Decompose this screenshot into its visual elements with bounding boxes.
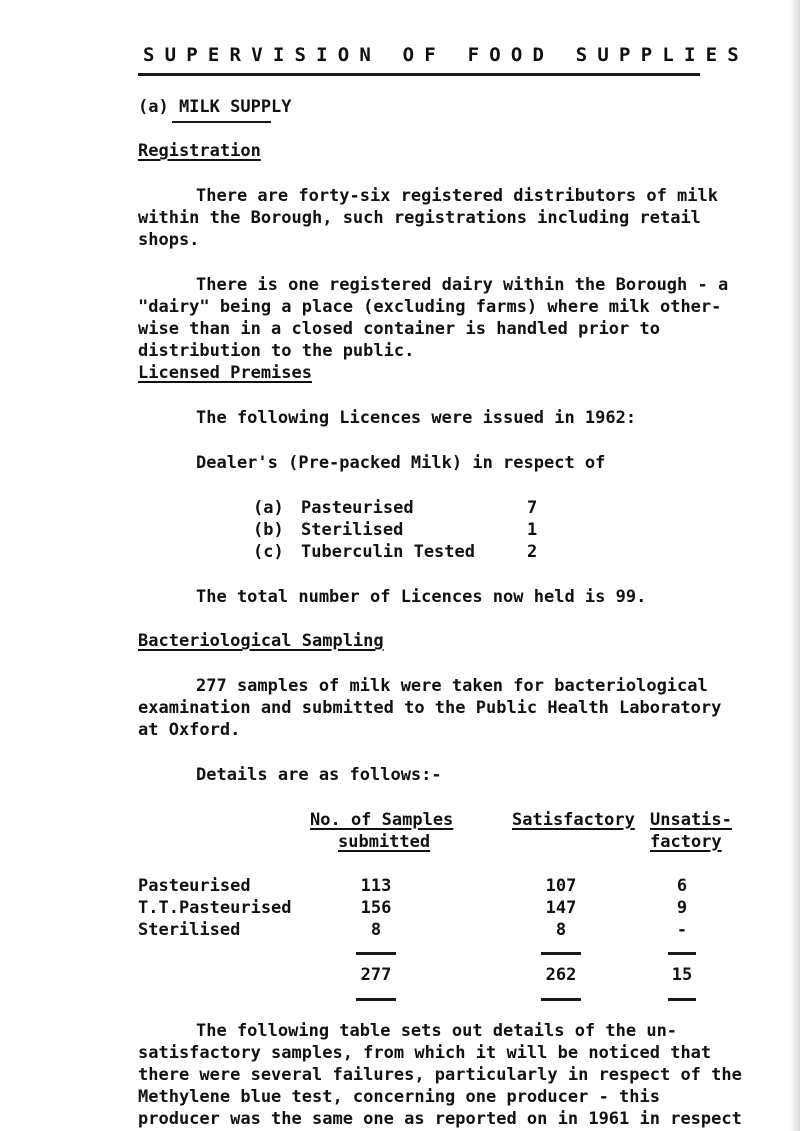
row-unsatisfactory: -	[676, 920, 688, 940]
row-satisfactory: 107	[545, 876, 577, 896]
licence-item-c-label: Tuberculin Tested	[301, 542, 475, 562]
col-header-samples-line2: submitted	[338, 832, 431, 852]
row-submitted: 156	[360, 898, 392, 918]
total-submitted: 277	[360, 965, 392, 985]
col-header-samples-line1: No. of Samples	[310, 810, 454, 830]
row-submitted: 8	[370, 920, 382, 940]
closing-line3: there were several failures, particularly in respect of the	[138, 1065, 742, 1085]
licence-item-a-label: Pasteurised	[301, 498, 414, 518]
row-unsatisfactory: 9	[676, 898, 688, 918]
licence-item-b-count: 1	[527, 520, 538, 540]
row-label: T.T.Pasteurised	[138, 898, 292, 918]
total-rule-satisfactory	[541, 998, 581, 1001]
heading-rule	[138, 73, 700, 76]
licence-item-a-letter: (a)	[253, 498, 284, 518]
bacteriological-para-line2: examination and submitted to the Public Health Laboratory	[138, 698, 722, 718]
section-a-underline	[172, 121, 271, 123]
total-satisfactory: 262	[545, 965, 577, 985]
total-rule-submitted	[356, 998, 396, 1001]
col-header-unsatisfactory-line2: factory	[650, 832, 722, 852]
col-header-unsatisfactory-line1: Unsatis-	[650, 810, 732, 830]
row-label: Sterilised	[138, 920, 241, 940]
licence-item-c-letter: (c)	[253, 542, 284, 562]
page-heading: SUPERVISION OF FOOD SUPPLIES	[143, 44, 749, 66]
licensed-title: Licensed Premises	[138, 363, 312, 383]
row-satisfactory: 147	[545, 898, 577, 918]
row-satisfactory: 8	[555, 920, 567, 940]
closing-line2: satisfactory samples, from which it will be noticed that	[138, 1043, 712, 1063]
registration-para1-line2: within the Borough, such registrations including retail	[138, 208, 701, 228]
bacteriological-para-line1: 277 samples of milk were taken for bacteriological	[196, 676, 708, 696]
row-label: Pasteurised	[138, 876, 251, 896]
col-header-satisfactory: Satisfactory	[512, 810, 635, 830]
registration-para1-line1: There are forty-six registered distributors of milk	[196, 186, 718, 206]
row-submitted: 113	[360, 876, 392, 896]
scan-edge-shadow	[790, 0, 800, 1131]
closing-line5: producer was the same one as reported on in 1961 in respect	[138, 1109, 742, 1129]
registration-para2-line4: distribution to the public.	[138, 341, 415, 361]
licensed-intro: The following Licences were issued in 1962:	[196, 408, 637, 428]
registration-para2-line2: "dairy" being a place (excluding farms) where milk other-	[138, 297, 722, 317]
licence-item-a-count: 7	[527, 498, 538, 518]
subtotal-rule-satisfactory	[541, 952, 581, 955]
subtotal-rule-submitted	[356, 952, 396, 955]
licence-item-b-label: Sterilised	[301, 520, 404, 540]
row-unsatisfactory: 6	[676, 876, 688, 896]
licence-item-b-letter: (b)	[253, 520, 284, 540]
licence-item-c-count: 2	[527, 542, 538, 562]
registration-para2-line3: wise than in a closed container is handled prior to	[138, 319, 660, 339]
registration-para1-line3: shops.	[138, 230, 200, 250]
subtotal-rule-unsatisfactory	[668, 952, 696, 955]
licensed-dealer: Dealer's (Pre-packed Milk) in respect of	[196, 453, 606, 473]
registration-title: Registration	[138, 141, 261, 161]
total-rule-unsatisfactory	[668, 998, 696, 1001]
closing-line4: Methylene blue test, concerning one producer - this	[138, 1087, 660, 1107]
closing-line1: The following table sets out details of the un-	[196, 1021, 678, 1041]
licensed-total: The total number of Licences now held is 99.	[196, 587, 647, 607]
section-a-title	[138, 96, 292, 118]
bacteriological-title: Bacteriological Sampling	[138, 631, 384, 651]
details-intro: Details are as follows:-	[196, 765, 442, 785]
registration-para2-line1: There is one registered dairy within the Borough - a	[196, 275, 729, 295]
total-unsatisfactory: 15	[671, 965, 693, 985]
bacteriological-para-line3: at Oxford.	[138, 720, 241, 740]
section-a-text: (a) MILK SUPPLY	[138, 97, 292, 117]
